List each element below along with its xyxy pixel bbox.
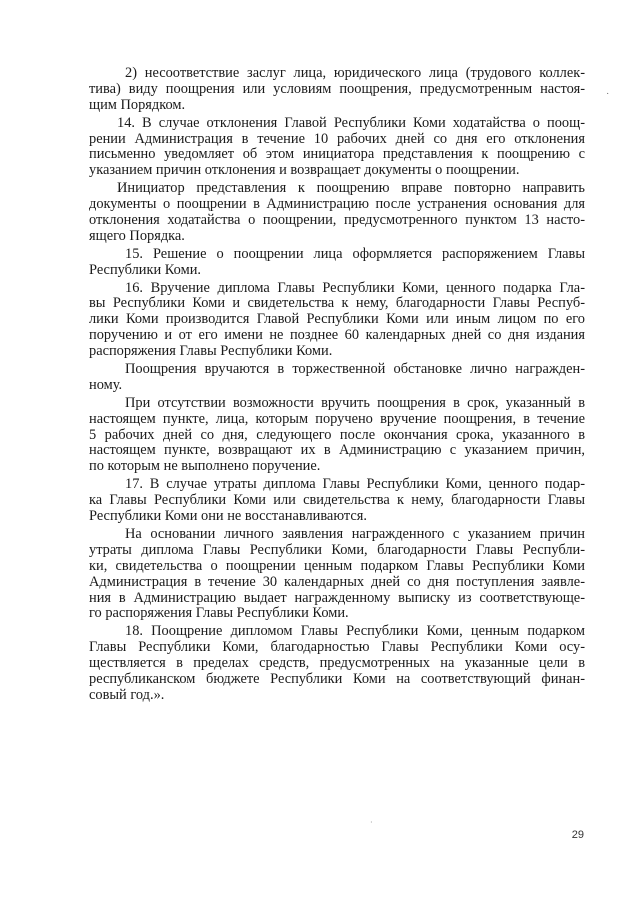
document-page: [89, 66, 585, 704]
text-line: лики Коми производится Главой Республики Коми или иным лицом по его: [89, 311, 585, 328]
text-line: Администрация в течение 30 календарных дней со дня поступления заявле-: [89, 573, 585, 590]
paragraph: [89, 66, 585, 114]
text-line: настоящем пункте, лица, которым поручено вручение поощрения, в течение: [89, 410, 585, 427]
text-line: тива) виду поощрения или условиям поощрения, предусмотренным настоя-: [89, 80, 585, 97]
text-line: указанием причин отклонения и возвращает документы о поощрении.: [89, 162, 520, 179]
text-line: 16. Вручение диплома Главы Республики Коми, ценного подарка Гла-: [125, 279, 585, 296]
paragraph: [89, 247, 585, 279]
text-line: го распоряжения Главы Республики Коми.: [89, 605, 349, 622]
text-line: ки, свидетельства о поощрении ценным подарком Главы Республики Коми: [89, 557, 585, 574]
margin-mark: ˙: [606, 92, 610, 103]
text-line: 17. В случае утраты диплома Главы Республики Коми, ценного подар-: [125, 476, 585, 493]
text-line: 14. В случае отклонения Главой Республики Коми ходатайства о поощ-: [117, 114, 585, 131]
paragraph: [89, 281, 585, 360]
text-line: Главы Республики Коми, благодарностью Главы Республики Коми осу-: [89, 639, 585, 656]
text-line: распоряжения Главы Республики Коми.: [89, 343, 333, 360]
paragraph: [89, 527, 585, 622]
text-line: 2) несоответствие заслуг лица, юридического лица (трудового коллек-: [125, 65, 585, 81]
scan-speck: ·: [370, 818, 373, 827]
paragraph: [89, 624, 585, 703]
paragraph: [89, 181, 585, 245]
text-line: 15. Решение о поощрении лица оформляется распоряжением Главы: [125, 245, 585, 262]
page-number: 29: [571, 829, 584, 841]
text-line: ка Главы Республики Коми или свидетельства к нему, благодарности Главы: [89, 492, 585, 509]
text-line: ществляется в пределах средств, предусмотренных на указанные цели в: [89, 655, 585, 672]
text-line: 18. Поощрение дипломом Главы Республики Коми, ценным подарком: [125, 623, 585, 640]
text-line: Республики Коми.: [89, 261, 201, 278]
paragraph: [89, 477, 585, 525]
text-line: настоящем пункте, возвращают их в Администрацию с указанием причин,: [89, 442, 585, 459]
text-line: совый год.».: [89, 686, 165, 703]
text-line: документы о поощрении в Администрацию после устранения основания для: [89, 196, 585, 213]
text-line: утраты диплома Главы Республики Коми, благодарности Главы Республи-: [89, 541, 585, 558]
paragraph: [89, 116, 585, 180]
text-line: 5 рабочих дней со дня, следующего после окончания срока, указанного в: [89, 426, 585, 443]
text-line: поручению и от его имени не позднее 60 календарных дней со дня издания: [89, 327, 585, 344]
text-line: щим Порядком.: [89, 96, 186, 113]
paragraph: [89, 396, 585, 475]
text-line: Поощрения вручаются в торжественной обстановке лично награжден-: [125, 361, 585, 378]
text-line: рении Администрация в течение 10 рабочих дней со дня его отклонения: [89, 130, 585, 147]
text-line: Республики Коми они не восстанавливаются.: [89, 508, 367, 525]
text-line: ния в Администрацию выдает награжденному выписку из соответствующе-: [89, 589, 585, 606]
text-line: письменно уведомляет об этом инициатора представления к поощрению с: [89, 146, 585, 163]
text-line: республиканском бюджете Республики Коми на соответствующий финан-: [89, 670, 585, 687]
text-line: вы Республики Коми и свидетельства к нему, благодарности Главы Респуб-: [89, 295, 585, 312]
paragraph: [89, 362, 585, 394]
text-line: ящего Порядка.: [89, 227, 185, 244]
text-line: Инициатор представления к поощрению вправе повторно направить: [117, 180, 585, 197]
document-body: [89, 66, 585, 704]
text-line: На основании личного заявления награжденного с указанием причин: [125, 525, 585, 542]
text-line: При отсутствии возможности вручить поощрения в срок, указанный в: [125, 394, 585, 411]
text-line: отклонения ходатайства о поощрении, предусмотренного пунктом 13 насто-: [89, 212, 585, 229]
text-line: по которым не выполнено поручение.: [89, 458, 321, 475]
text-line: ному.: [89, 376, 123, 393]
